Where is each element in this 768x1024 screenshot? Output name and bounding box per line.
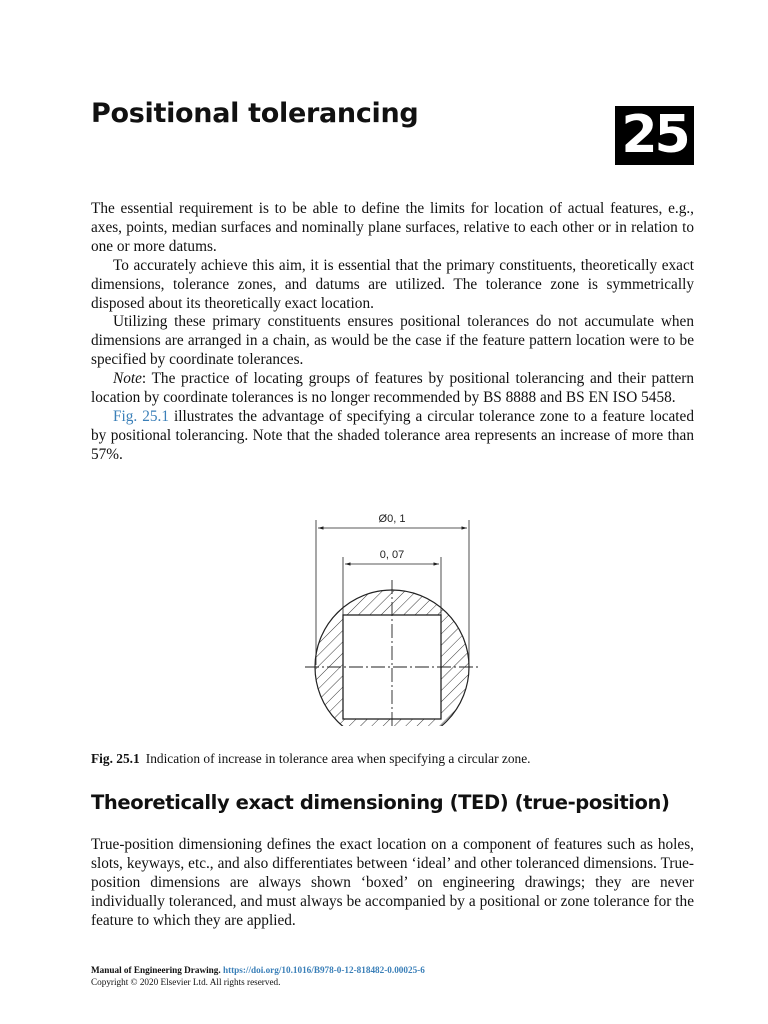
section-text [91,836,694,931]
figure-link[interactable]: Fig. 25.1 [113,407,169,425]
intro-paragraph-3: Utilizing these primary constituents ensures positional tolerances do not accumulate when dimensions are arranged in a chain, as would be the case if the feature pattern location were to be specified by coordinate tolerances. [91,313,694,369]
footer-copyright: Copyright © 2020 Elsevier Ltd. All rights reserved. [91,977,281,987]
footer-book-title: Manual of Engineering Drawing. [91,965,221,975]
chapter-title: Positional tolerancing [91,98,419,129]
intro-text [91,200,694,465]
intro-paragraph-2: To accurately achieve this aim, it is essential that the primary constituents, theoretically exact dimensions, tolerance zones, and datums are utilized. The tolerance zone is symmetrically disposed about its theoretically exact location. [91,256,694,312]
outer-dimension-label: Ø0, 1 [378,513,406,525]
section-paragraph: True-position dimensioning defines the exact location on a component of features such as holes, slots, keyways, etc., and also differentiates between ‘ideal’ and other toleranced dimensions. True-position dimensions are always shown ‘boxed’ on engineering drawings; they are never individually toleranced, and must always be accompanied by a positional or zone tolerance for the feature to which they are applied. [91,836,694,929]
figure-caption-label: Fig. 25.1 [91,751,140,766]
intro-paragraph-1: The essential requirement is to be able to define the limits for location of actual features, e.g., axes, points, median surfaces and nominally plane surfaces, relative to each other or in relation to one or more datums. [91,200,694,255]
note-label: Note [113,370,142,388]
inner-dimension-label: 0, 07 [379,549,405,561]
figure-reference-text: illustrates the advantage of specifying a circular tolerance zone to a feature located by positional tolerancing. Note that the shaded tolerance area represents an increase of more than 57%. [91,407,694,463]
figure-reference-paragraph [91,408,694,465]
footer-doi-link[interactable]: https://doi.org/10.1016/B978-0-12-818482-0.00025-6 [222,965,425,975]
page-footer [91,964,425,988]
chapter-number-badge: 25 [615,106,694,165]
section-heading: Theoretically exact dimensioning (TED) (true-position) [91,791,670,814]
note-paragraph [91,370,694,408]
figure-caption [91,751,531,767]
hatched-zone [300,580,490,726]
figure-caption-text: Indication of increase in tolerance area when specifying a circular zone. [145,751,531,766]
note-text: : The practice of locating groups of features by positional tolerancing and their pattern location by coordinate tolerances is no longer recommended by BS 8888 and BS EN ISO 5458. [91,370,694,407]
tolerance-zone-figure [300,506,490,726]
